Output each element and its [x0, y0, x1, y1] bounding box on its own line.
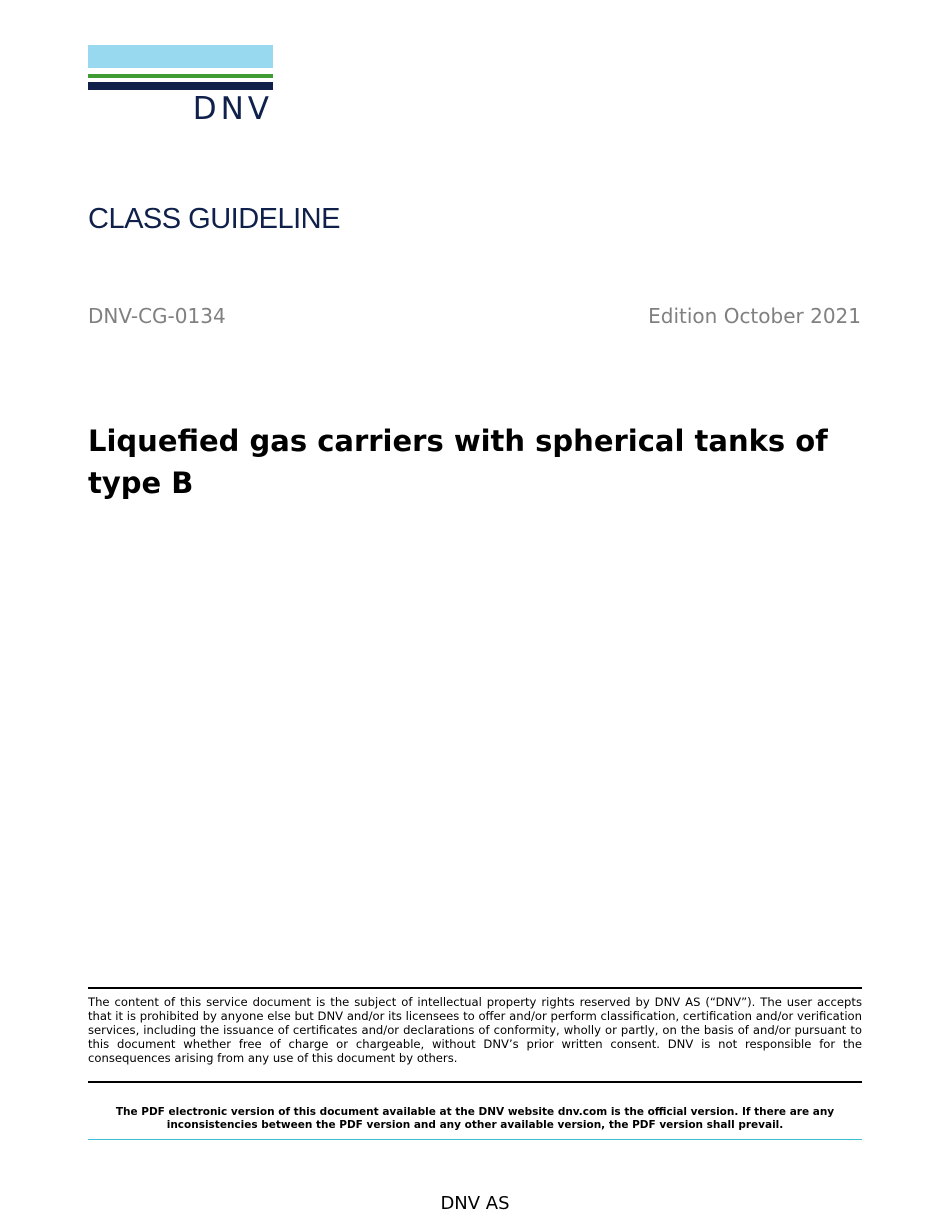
divider-middle [88, 1081, 862, 1083]
edition-date: Edition October 2021 [648, 304, 861, 328]
logo-bar-navy [88, 82, 273, 90]
document-title: Liquefied gas carriers with spherical tanks of type B [88, 424, 828, 500]
dnv-logo [88, 45, 273, 130]
logo-wordmark: DNV [192, 91, 273, 127]
divider-top [88, 987, 862, 989]
logo-bar-light-blue [88, 45, 273, 68]
divider-bottom [88, 1139, 862, 1140]
copyright-disclaimer: The content of this service document is the subject of intellectual property rights reserved by DNV AS (“DNV”). The user accepts that it is prohibited by anyone else but DNV and/or its licensees to offer and/or perform classification, certification and/or verification services, including the issuance of certificates and/or declarations of conformity, wholly or partly, on the basis of and/or pursuant to this document whether free of charge or chargeable, without DNV’s prior written consent. DNV is not responsible for the consequences arising from any use of this document by others. [88, 995, 862, 1065]
publisher-name: DNV AS [440, 1193, 510, 1214]
document-number: DNV-CG-0134 [88, 304, 226, 328]
document-type: CLASS GUIDELINE [88, 203, 340, 235]
logo-bar-green [88, 74, 273, 78]
pdf-version-notice: The PDF electronic version of this document available at the DNV website dnv.com is the official version. If there are any inconsistencies between the PDF version and any other available version, the PDF version shall prevail. [115, 1106, 835, 1131]
